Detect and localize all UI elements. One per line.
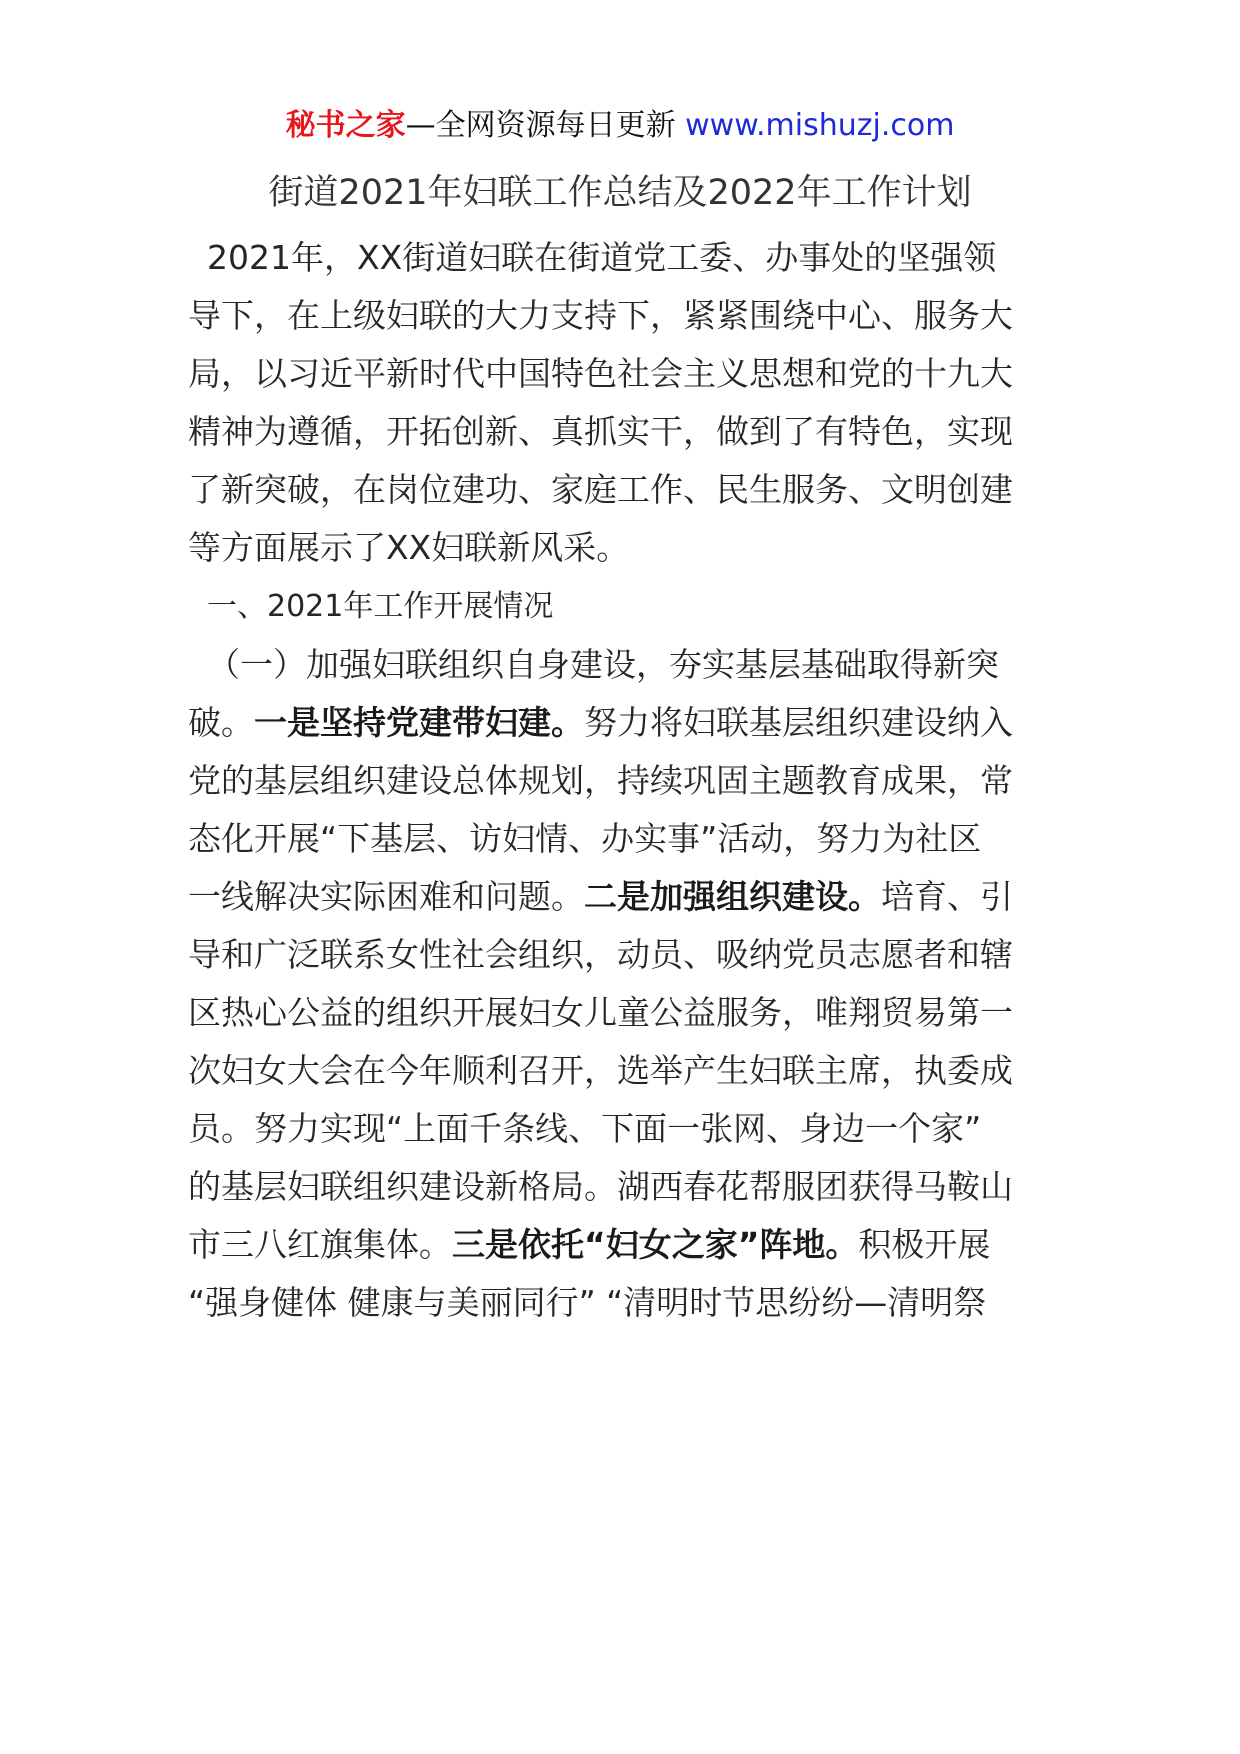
site-url-link[interactable]: www.mishuzj.com: [685, 108, 955, 143]
text-run: 积极开展: [858, 1225, 991, 1264]
paragraph-line: 次妇女大会在今年顺利召开，选举产生妇联主席，执委成: [188, 1051, 1013, 1090]
paragraph-line: 员。努力实现“上面千条线、下面一张网、身边一个家”: [188, 1109, 982, 1148]
intro-line-1: 2021年，XX街道妇联在街道党工委、办事处的坚强领: [207, 238, 997, 277]
paragraph-line: [188, 875, 1013, 919]
subsection-heading: （一）加强妇联组织自身建设，夯实基层基础取得新突: [207, 645, 999, 684]
document-title: 街道2021年妇联工作总结及2022年工作计划: [268, 173, 972, 213]
intro-line-6: 等方面展示了XX妇联新风采。: [188, 528, 630, 567]
paragraph-line: “强身健体 健康与美丽同行” “清明时节思纷纷—清明祭: [188, 1283, 987, 1322]
intro-line-5: 了新突破，在岗位建功、家庭工作、民生服务、文明创建: [188, 470, 1013, 509]
key-point-2: 二是加强组织建设。: [584, 877, 881, 916]
key-point-3: 三是依托“妇女之家”阵地。: [452, 1225, 859, 1264]
paragraph-line: [188, 1223, 990, 1267]
section-heading: 一、2021年工作开展情况: [207, 589, 554, 624]
text-run: 努力将妇联基层组织建设纳入: [584, 703, 1013, 742]
paragraph-line: [188, 701, 1013, 745]
site-banner: [0, 104, 1240, 148]
intro-line-4: 精神为遵循，开拓创新、真抓实干，做到了有特色，实现: [188, 412, 1013, 451]
paragraph-line: 导和广泛联系女性社会组织，动员、吸纳党员志愿者和辖: [188, 935, 1013, 974]
text-run: 破。: [188, 703, 254, 742]
intro-line-3: 局，以习近平新时代中国特色社会主义思想和党的十九大: [188, 354, 1013, 393]
banner-tagline: —全网资源每日更新: [405, 108, 676, 143]
key-point-1: 一是坚持党建带妇建。: [254, 703, 584, 742]
paragraph-line: 区热心公益的组织开展妇女儿童公益服务，唯翔贸易第一: [188, 993, 1013, 1032]
brand-name: 秘书之家: [285, 108, 406, 143]
paragraph-line: 的基层妇联组织建设新格局。湖西春花帮服团获得马鞍山: [188, 1167, 1013, 1206]
text-run: 培育、引: [881, 877, 1013, 916]
intro-line-2: 导下，在上级妇联的大力支持下，紧紧围绕中心、服务大: [188, 296, 1013, 335]
text-run: 市三八红旗集体。: [188, 1225, 452, 1264]
paragraph-line: 态化开展“下基层、访妇情、办实事”活动，努力为社区: [188, 819, 982, 858]
paragraph-line: 党的基层组织建设总体规划，持续巩固主题教育成果，常: [188, 761, 1013, 800]
text-run: 一线解决实际困难和问题。: [188, 877, 584, 916]
